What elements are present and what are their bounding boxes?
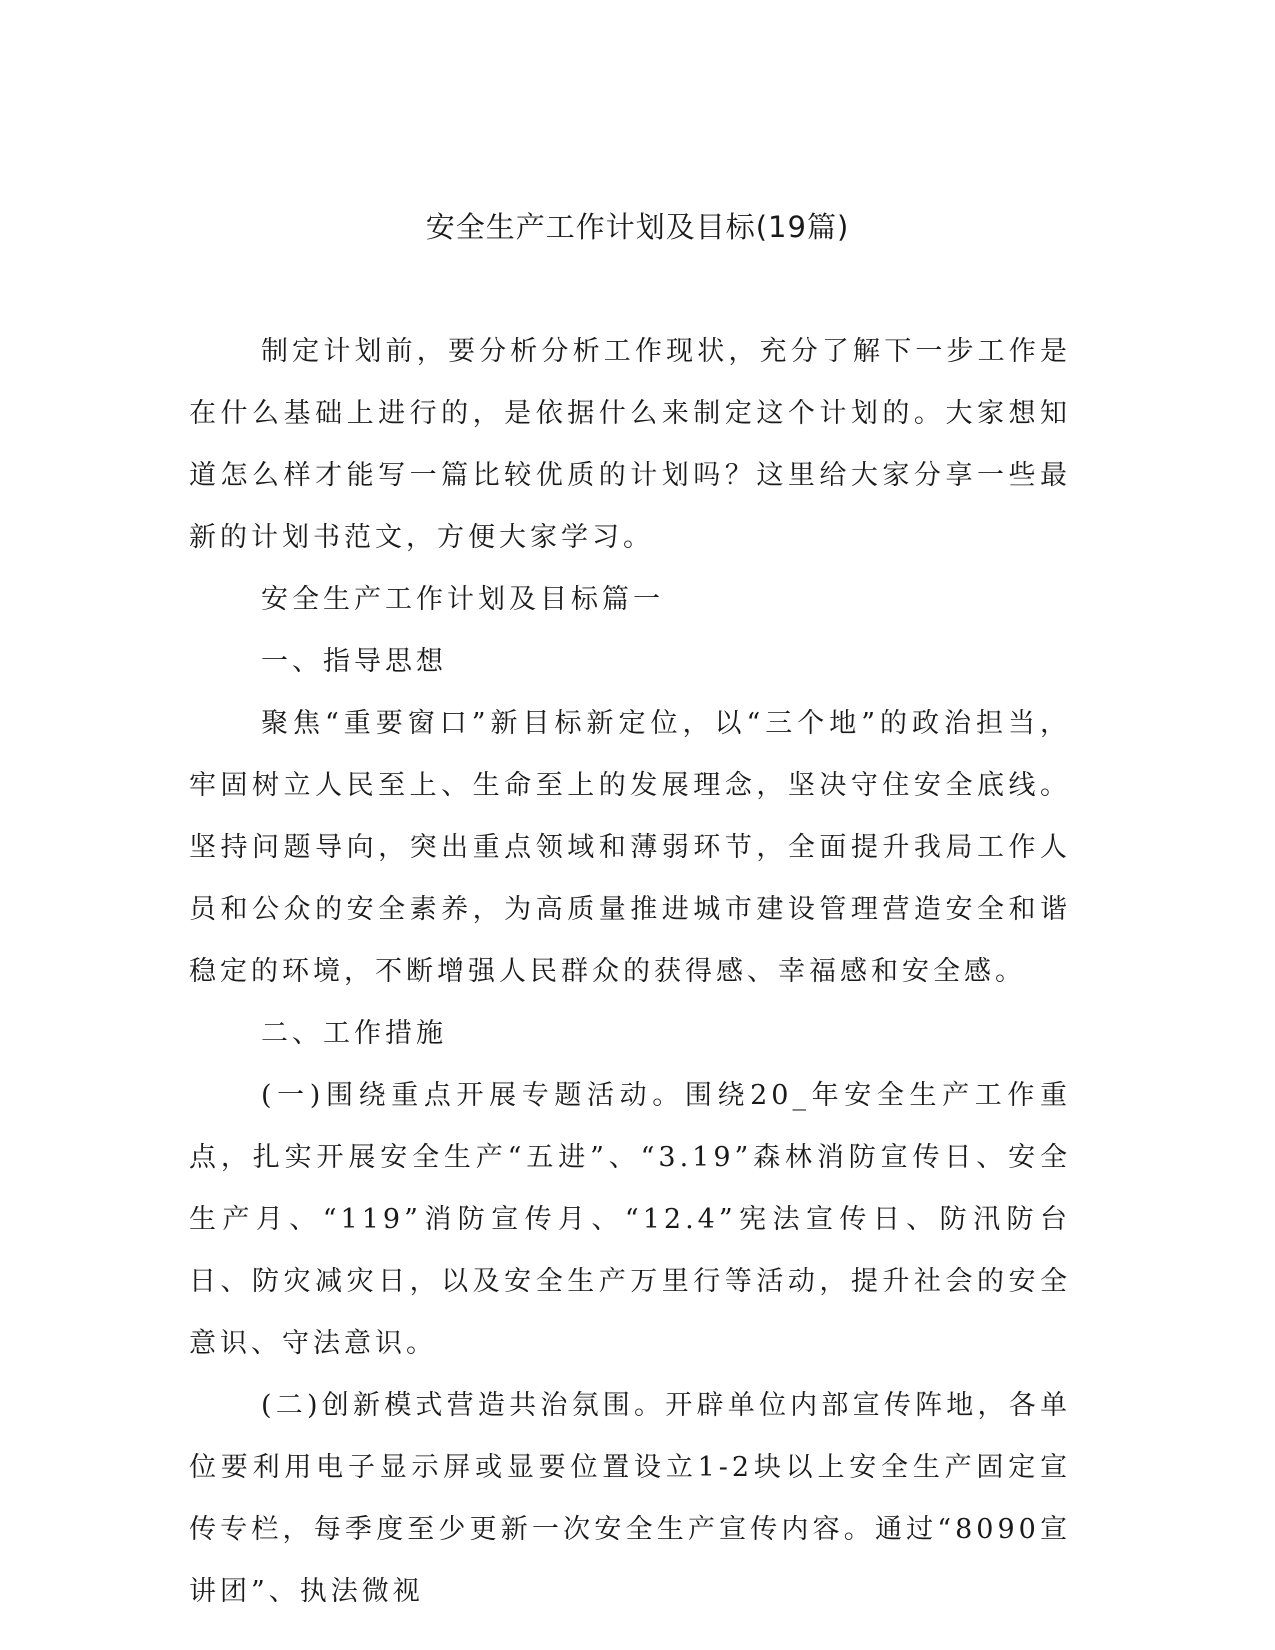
body-paragraph: (二)创新模式营造共治氛围。开辟单位内部宣传阵地，各单位要利用电子显示屏或显要位置设立1-2块以上安全生产固定宣传专栏，每季度至少更新一次安全生产宣传内容。通过“8090宣讲团”、执法微视 (189, 1390, 1071, 1607)
body-paragraph: (一)围绕重点开展专题活动。围绕20_年安全生产工作重点，扎实开展安全生产“五进”、“3.19”森林消防宣传日、安全生产月、“119”消防宣传月、“12.4”宪法宣传日、防汛防台日、防灾减灾日，以及安全生产万里行等活动，提升社会的安全意识、守法意识。 (189, 1080, 1071, 1359)
intro-paragraph: 制定计划前，要分析分析工作现状，充分了解下一步工作是在什么基础上进行的，是依据什么来制定这个计划的。大家想知道怎么样才能写一篇比较优质的计划吗？这里给大家分享一些最新的计划书范文，方便大家学习。 (189, 336, 1071, 553)
section-heading: 安全生产工作计划及目标篇一 (261, 584, 664, 615)
body-paragraph: 聚焦“重要窗口”新目标新定位，以“三个地”的政治担当，牢固树立人民至上、生命至上的发展理念，坚决守住安全底线。坚持问题导向，突出重点领域和薄弱环节，全面提升我局工作人员和公众的安全素养，为高质量推进城市建设管理营造安全和谐稳定的环境，不断增强人民群众的获得感、幸福感和安全感。 (189, 708, 1071, 987)
document-body (189, 321, 1071, 1623)
document-title: 安全生产工作计划及目标(19篇) (425, 210, 850, 244)
subsection-heading: 一、指导思想 (261, 646, 447, 677)
subsection-heading: 二、工作措施 (261, 1018, 447, 1049)
